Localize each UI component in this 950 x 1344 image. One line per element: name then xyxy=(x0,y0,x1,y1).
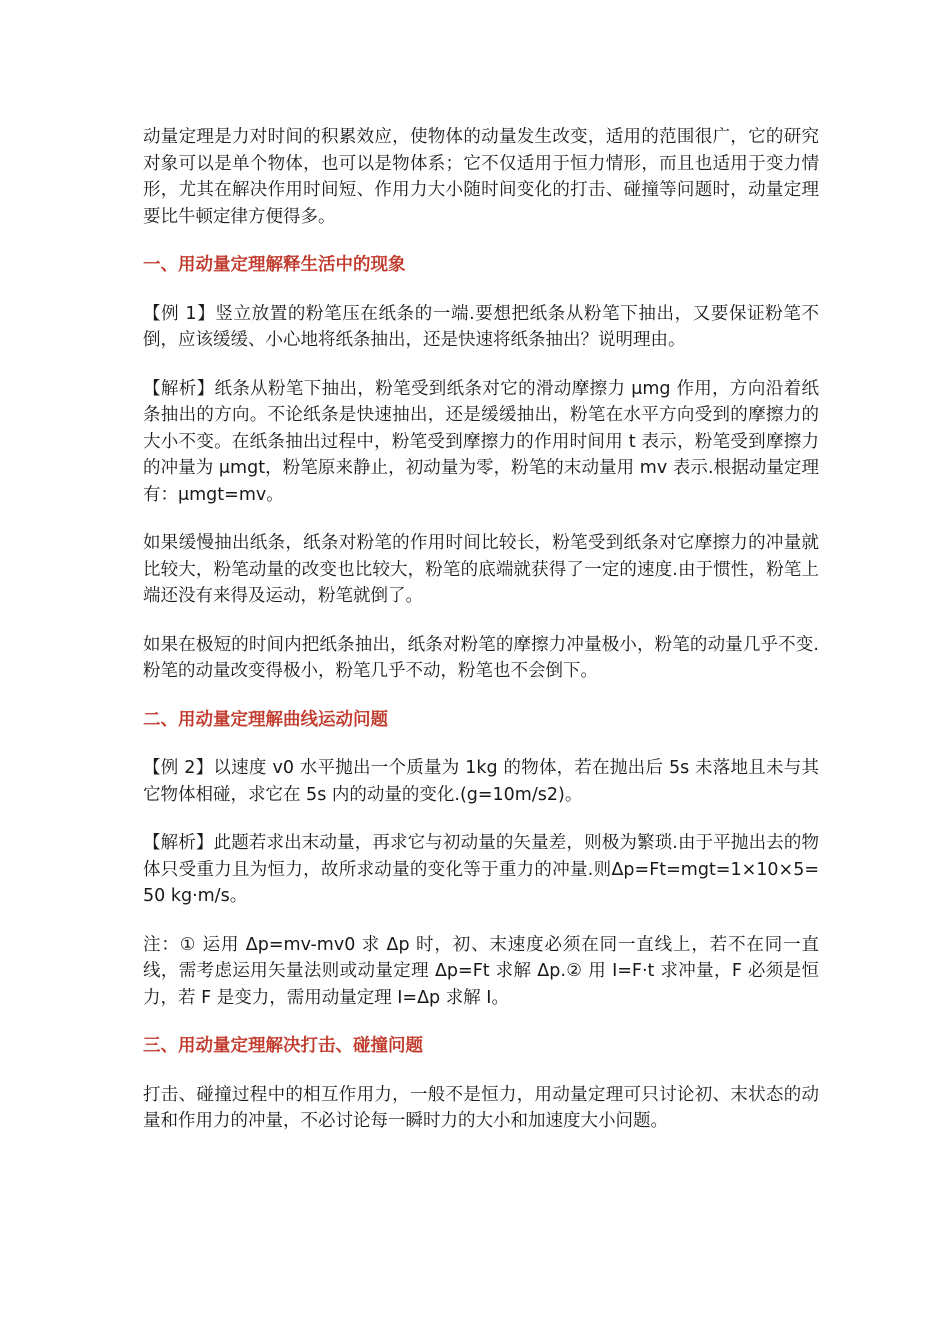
example-2-analysis: 【解析】此题若求出末动量，再求它与初动量的矢量差，则极为繁琐.由于平抛出去的物体只受重力且为恒力，故所求动量的变化等于重力的冲量.则Δp=Ft=mgt=1×10×5=50 kg·m/s。 xyxy=(143,833,819,906)
section-3-paragraph: 打击、碰撞过程中的相互作用力，一般不是恒力，用动量定理可只讨论初、末状态的动量和作用力的冲量，不必讨论每一瞬时力的大小和加速度大小问题。 xyxy=(143,1084,819,1131)
section-heading-2: 二、用动量定理解曲线运动问题 xyxy=(143,709,388,730)
spacer xyxy=(143,1011,819,1033)
spacer xyxy=(143,808,819,830)
spacer xyxy=(143,354,819,376)
spacer xyxy=(143,910,819,932)
section-heading-3: 三、用动量定理解决打击、碰撞问题 xyxy=(143,1036,423,1056)
spacer xyxy=(143,610,819,632)
spacer xyxy=(143,230,819,252)
example-2-question: 【例 2】以速度 v0 水平抛出一个质量为 1kg 的物体，若在抛出后 5s 未落地且未与其它物体相碰，求它在 5s 内的动量的变化.(g=10m/s2)。 xyxy=(143,758,819,805)
example-1-question: 【例 1】竖立放置的粉笔压在纸条的一端.要想把纸条从粉笔下抽出，又要保证粉笔不倒，应该缓缓、小心地将纸条抽出，还是快速将纸条抽出？说明理由。 xyxy=(143,303,819,350)
document-body xyxy=(143,124,819,1135)
example-2-note: 注：① 运用 Δp=mv-mv0 求 Δp 时，初、末速度必须在同一直线上，若不在同一直线，需考虑运用矢量法则或动量定理 Δp=Ft 求解 Δp.② 用 I=F·t 求冲量，F 必须是恒力，若 F 是变力，需用动量定理 I=Δp 求解 I。 xyxy=(143,934,819,1008)
spacer xyxy=(143,279,819,301)
spacer xyxy=(143,685,819,707)
spacer xyxy=(143,508,819,530)
example-1-fast-case: 如果在极短的时间内把纸条抽出，纸条对粉笔的摩擦力冲量极小，粉笔的动量几乎不变.粉笔的动量改变得极小，粉笔几乎不动，粉笔也不会倒下。 xyxy=(143,634,819,681)
example-1-slow-case: 如果缓慢抽出纸条，纸条对粉笔的作用时间比较长，粉笔受到纸条对它摩擦力的冲量就比较大，粉笔动量的改变也比较大，粉笔的底端就获得了一定的速度.由于惯性，粉笔上端还没有来得及运动，粉笔就倒了。 xyxy=(143,533,819,606)
section-heading-1: 一、用动量定理解释生活中的现象 xyxy=(143,255,406,275)
intro-paragraph: 动量定理是力对时间的积累效应，使物体的动量发生改变，适用的范围很广，它的研究对象可以是单个物体，也可以是物体系；它不仅适用于恒力情形，而且也适用于变力情形，尤其在解决作用时间短、作用力大小随时间变化的打击、碰撞等问题时，动量定理要比牛顿定律方便得多。 xyxy=(143,127,819,227)
spacer xyxy=(143,1060,819,1082)
spacer xyxy=(143,733,819,755)
example-1-analysis: 【解析】纸条从粉笔下抽出，粉笔受到纸条对它的滑动摩擦力 μmg 作用，方向沿着纸条抽出的方向。不论纸条是快速抽出，还是缓缓抽出，粉笔在水平方向受到的摩擦力的大小不变。在纸条抽出过程中，粉笔受到摩擦力的作用时间用 t 表示，粉笔受到摩擦力的冲量为 μmgt，粉笔原来静止，初动量为零，粉笔的末动量用 mv 表示.根据动量定理有：μmgt=mv。 xyxy=(143,378,819,505)
